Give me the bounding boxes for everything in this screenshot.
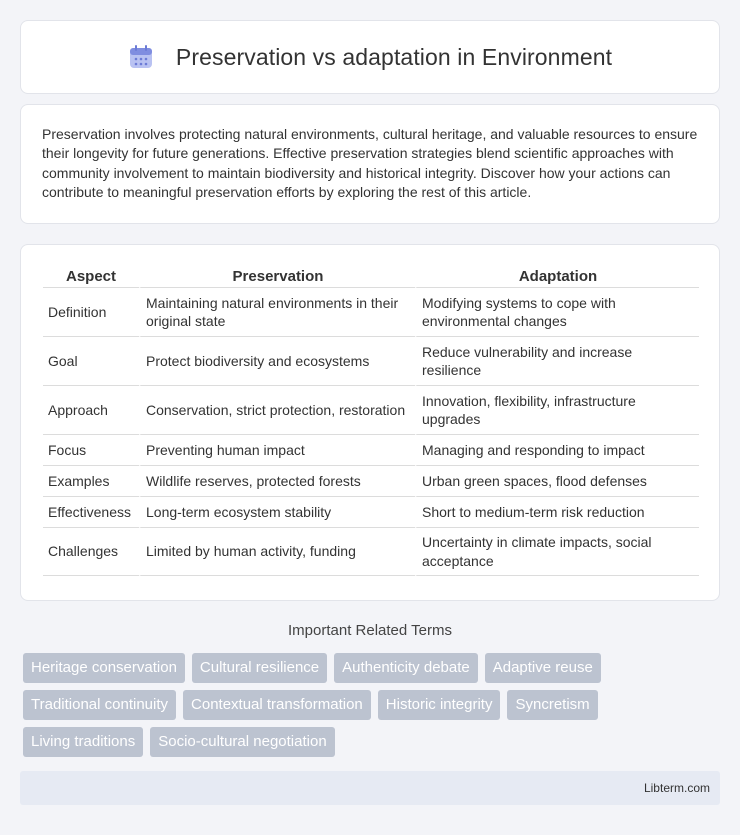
cell-adaptation: Uncertainty in climate impacts, social acceptance	[415, 527, 699, 576]
footer	[20, 771, 720, 805]
cell-preservation: Long-term ecosystem stability	[139, 496, 415, 527]
intro-text: Preservation involves protecting natural environments, cultural heritage, and valuable resources to ensure their longevity for future generations. Effective preservation strategies blend scientific approaches with community involvement to maintain biodiversity and historical integrity. Discover how your actions can contribute to meaningful preservation efforts by exploring the rest of this article.	[42, 126, 698, 200]
tag-syncretism[interactable]: Syncretism	[507, 690, 597, 720]
tag-adaptive-reuse[interactable]: Adaptive reuse	[485, 653, 601, 683]
cell-adaptation: Modifying systems to cope with environmental changes	[415, 287, 699, 336]
tag-historic-integrity[interactable]: Historic integrity	[378, 690, 501, 720]
cell-adaptation: Urban green spaces, flood defenses	[415, 465, 699, 496]
tag-living-traditions[interactable]: Living traditions	[23, 727, 143, 757]
table-row	[43, 496, 699, 527]
cell-aspect: Examples	[43, 465, 139, 496]
intro-card	[20, 104, 720, 224]
header-aspect: Aspect	[65, 268, 117, 285]
tag-authenticity-debate[interactable]: Authenticity debate	[334, 653, 478, 683]
cell-adaptation: Innovation, flexibility, infrastructure upgrades	[415, 385, 699, 434]
cell-preservation: Protect biodiversity and ecosystems	[139, 336, 415, 385]
cell-preservation: Maintaining natural environments in their original state	[139, 287, 415, 336]
comparison-card	[20, 244, 720, 601]
table-row	[43, 465, 699, 496]
tag-traditional-continuity[interactable]: Traditional continuity	[23, 690, 176, 720]
cell-aspect: Effectiveness	[43, 496, 139, 527]
calendar-grid-icon	[128, 44, 154, 70]
cell-preservation: Conservation, strict protection, restoration	[139, 385, 415, 434]
cell-adaptation: Reduce vulnerability and increase resilience	[415, 336, 699, 385]
related-terms-title: Important Related Terms	[288, 622, 452, 639]
table-row	[43, 287, 699, 336]
comparison-table	[43, 265, 699, 576]
cell-aspect: Goal	[43, 336, 139, 385]
cell-aspect: Approach	[43, 385, 139, 434]
table-row	[43, 385, 699, 434]
tag-contextual-transformation[interactable]: Contextual transformation	[183, 690, 371, 720]
cell-aspect: Definition	[43, 287, 139, 336]
cell-adaptation: Short to medium-term risk reduction	[415, 496, 699, 527]
table-row	[43, 336, 699, 385]
cell-aspect: Focus	[43, 434, 139, 465]
cell-aspect: Challenges	[43, 527, 139, 576]
cell-preservation: Preventing human impact	[139, 434, 415, 465]
table-header-row	[43, 265, 699, 287]
table-row	[43, 527, 699, 576]
cell-preservation: Limited by human activity, funding	[139, 527, 415, 576]
cell-adaptation: Managing and responding to impact	[415, 434, 699, 465]
footer-link[interactable]: Libterm.com	[643, 781, 710, 795]
cell-preservation: Wildlife reserves, protected forests	[139, 465, 415, 496]
header-card	[20, 20, 720, 94]
tag-cultural-resilience[interactable]: Cultural resilience	[192, 653, 327, 683]
table-row	[43, 434, 699, 465]
related-terms-tags	[23, 653, 723, 757]
header-preservation: Preservation	[139, 265, 415, 287]
page-title: Preservation vs adaptation in Environment	[175, 43, 613, 70]
header-adaptation: Adaptation	[415, 265, 699, 287]
tag-socio-cultural-negotiation[interactable]: Socio-cultural negotiation	[150, 727, 334, 757]
tag-heritage-conservation[interactable]: Heritage conservation	[23, 653, 185, 683]
